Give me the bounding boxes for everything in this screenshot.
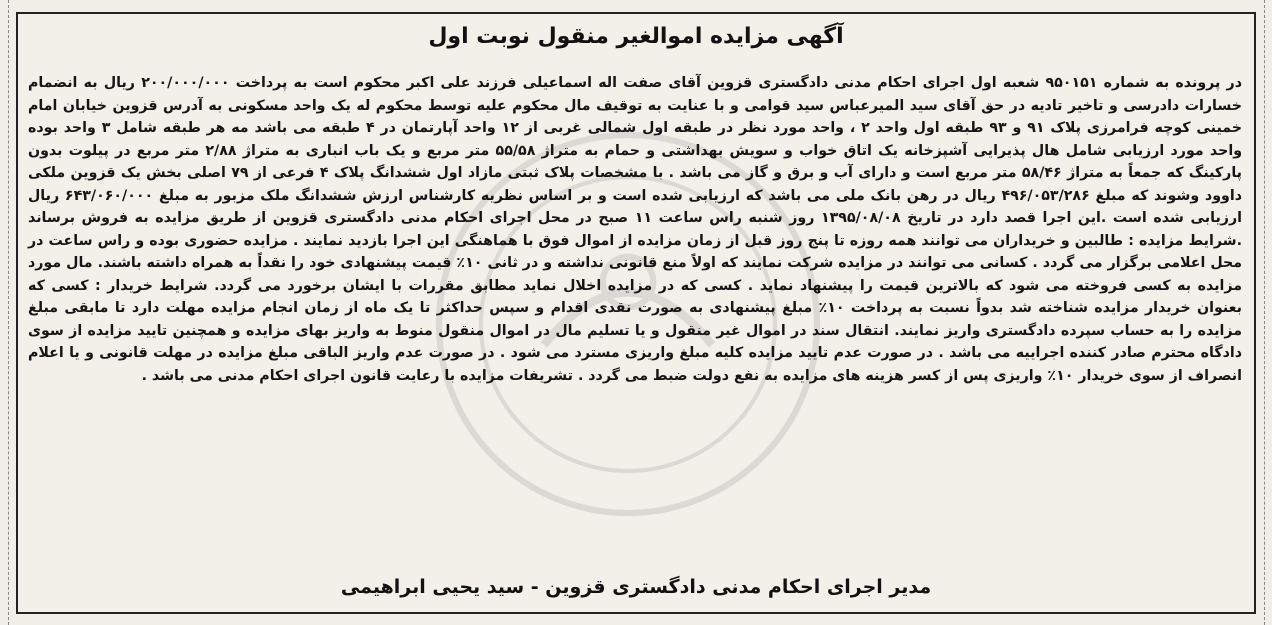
notice-body [28, 72, 1242, 387]
notice-frame [16, 12, 1256, 614]
notice-signature: مدیر اجرای احکام مدنی دادگستری قزوین - سید یحیی ابراهیمی [340, 576, 932, 598]
notice-title: آگهی مزایده اموالغیر منقول نوبت اول [428, 24, 844, 49]
cut-line-left [8, 0, 10, 625]
cut-line-right [1264, 0, 1266, 625]
notice-body-text: در پرونده به شماره ۹۵۰۱۵۱ شعبه اول اجرای احکام مدنی دادگستری قزوین آقای صفت اله اسماعیلی فرزند علی اکبر محکوم است به پرداخت ۲۰۰/۰۰۰/۰۰۰ ریال به انضمام خسارات دادرسی و تاخیر تادیه در حق آقای سید المیرعباس سید قوامی و با عنایت به توقیف مال محکوم علیه توسط محکوم له یک واحد مسکونی به آدرس قزوین خیابان امام خمینی کوچه فرامرزی پلاک ۹۱ و ۹۳ طبقه اول واحد ۲ ، واحد مورد نظر در طبقه اول شمالی غربی از ۱۲ واحد آپارتمان در ۴ طبقه می باشد مه هر طبقه شامل ۳ واحد بوده واحد مورد ارزیابی شامل هال پذیرایی آشپزخانه یک اتاق خواب و سویش بهداشتی و حمام به متراژ ۵۵/۵۸ متر مربع و یک باب انباری به متراژ ۲/۸۸ متر مربع در پیلوت بدون پارکینگ که جمعاً به متراژ ۵۸/۴۶ متر مربع است و دارای آب و برق و گاز می باشد . با مشخصات پلاک ثبتی مازاد اول ششدانگ پلاک ۴ فرعی از ۷۹ اصلی بخش یک قزوین ملکی داوود وشوند که مبلغ ۴۹۶/۰۵۳/۲۸۶ ریال در رهن بانک ملی می باشد که ارزیابی شده است و بر اساس نظریه کارشناس ارزش ششدانگ ملک مزبور به مبلغ ۶۴۳/۰۶۰/۰۰۰ ریال ارزیابی شده است .این اجرا قصد دارد در تاریخ ۱۳۹۵/۰۸/۰۸ روز شنبه راس ساعت ۱۱ صبح در محل اجرای احکام مدنی دادگستری قزوین از طریق مزایده به فروش برساند .شرایط مزایده : طالبین و خریداران می توانند همه روزه تا پنج روز قبل از زمان مزایده از اموال فوق با هماهنگی این اجرا بازدید نمایند . مزایده حضوری بوده و راس ساعت در محل اعلامی برگزار می گردد . کسانی می توانند در مزایده شرکت نمایند که اولاً منع قانونی نداشته و در ثانی ۱۰٪ قیمت پیشنهادی خود را نقداً به همراه داشته باشند. مال مورد مزایده به کسی فروخته می شود که بالاترین قیمت را پیشنهاد نماید . کسی که در مزایده اخلال نماید مطابق مقررات با ایشان برخورد می گردد. شرایط خریدار : کسی که بعنوان خریدار مزایده شناخته شد بدواً نسبت به پرداخت ۱۰٪ مبلغ پیشنهادی به صورت نقدی اقدام و سپس حداکثر تا یک ماه از زمان انجام مزایده مهلت دارد تا مابقی مبلغ مزایده را به حساب سپرده دادگستری واریز نمایند. انتقال سند در اموال غیر منقول و یا تسلیم مال در اموال منقول منوط به واریز بهای مزایده و همچنین تایید مزایده از سوی دادگاه محترم صادر کننده اجراییه می باشد . در صورت عدم تایید مزایده کلیه مبلغ واریزی مسترد می شود . در صورت عدم واریز الباقی مبلغ مزایده در مهلت قانونی و یا اعلام انصراف از سوی خریدار ۱۰٪ واریزی پس از کسر هزینه های مزایده به نفع دولت ضبط می گردد . تشریفات مزایده با رعایت قانون اجرای احکام مدنی می باشد . [28, 75, 1243, 384]
